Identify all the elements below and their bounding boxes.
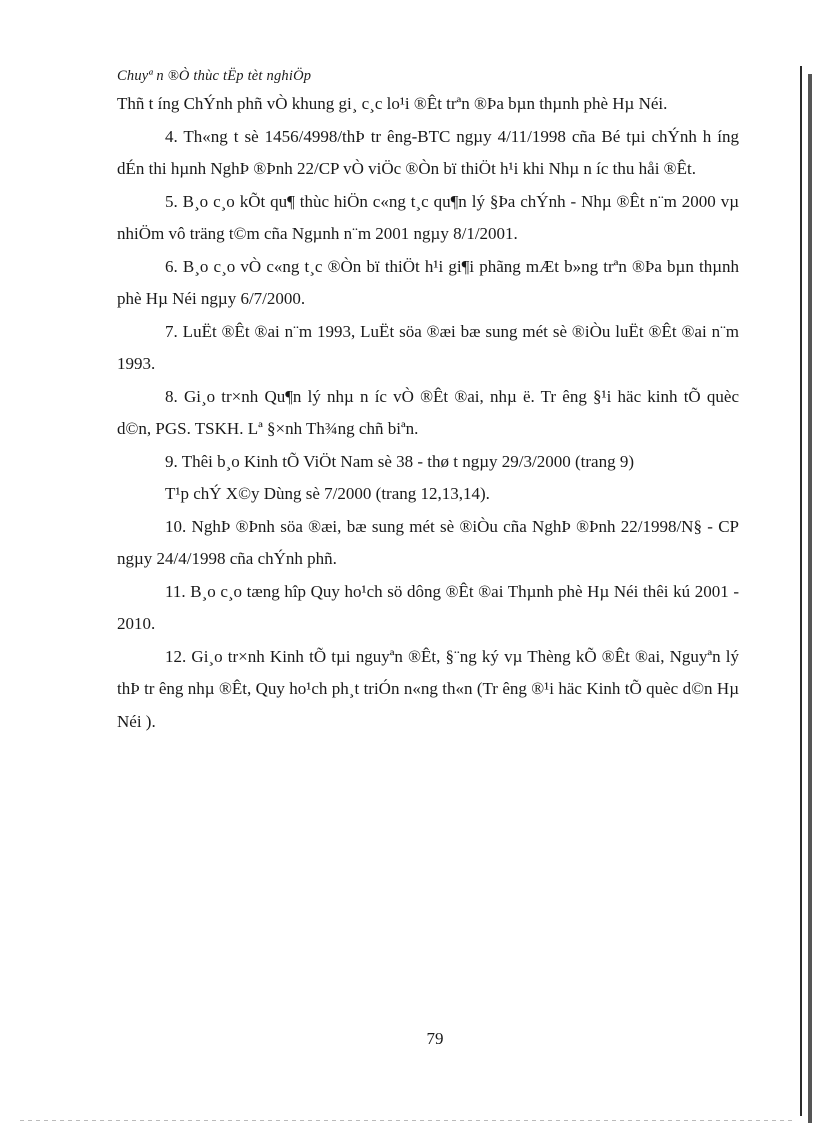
paragraph: 9. Thêi b¸o Kinh tÕ ViÖt Nam sè 38 - thø t ngµy 29/3/2000 (trang 9) [165, 451, 634, 471]
page-frame-right [800, 66, 802, 1116]
paragraph: 4. Th«ng t sè 1456/4998/thÞ tr êng-BTC ngµy 4/11/1998 cña Bé tµi chÝnh h íng dÉn thi hµnh NghÞ ®Þnh 22/CP vÒ viÖc ®Òn bï thiÖt h¹i khi Nhµ n íc thu håi ®Êt. [117, 126, 739, 178]
paragraph: 10. NghÞ ®Þnh söa ®æi, bæ sung mét sè ®iÒu cña NghÞ ®Þnh 22/1998/N§ - CP ngµy 24/4/1998 cña chÝnh phñ. [117, 516, 739, 568]
paragraph: 6. B¸o c¸o vÒ c«ng t¸c ®Òn bï thiÖt h¹i gi¶i phãng mÆt b»ng trªn ®Þa bµn thµnh phè Hµ Néi ngµy 6/7/2000. [117, 256, 739, 308]
page-number: 79 [426, 1029, 444, 1048]
paragraph: 5. B¸o c¸o kÕt qu¶ thùc hiÖn c«ng t¸c qu¶n lý §Þa chÝnh - Nhµ ®Êt n¨m 2000 vµ nhiÖm vô träng t©m cña Ngµnh n¨m 2001 ngµy 8/1/2001. [117, 191, 739, 243]
page-bottom-divider [20, 1120, 796, 1121]
paragraph: 7. LuËt ®Êt ®ai n¨m 1993, LuËt söa ®æi bæ sung mét sè ®iÒu luËt ®Êt ®ai n¨m 1993. [117, 321, 739, 373]
page-frame-shadow [808, 74, 812, 1123]
paragraph: 11. B¸o c¸o tæng hîp Quy ho¹ch sö dông ®Êt ®ai Thµnh phè Hµ Néi thêi kú 2001 - 2010. [117, 581, 739, 633]
paragraph: 8. Gi¸o tr×nh Qu¶n lý nhµ n íc vÒ ®Êt ®ai, nhµ ë. Tr êng §¹i häc kinh tÕ quèc d©n, PGS. TSKH. Lª §×nh Th¾ng chñ biªn. [117, 386, 739, 438]
paragraph: 12. Gi¸o tr×nh Kinh tÕ tµi nguyªn ®Êt, §¨ng ký vµ Thèng kÕ ®Êt ®ai, Nguyªn lý thÞ tr êng nhµ ®Êt, Quy ho¹ch ph¸t triÓn n«ng th«n (Tr êng ®¹i häc Kinh tÕ quèc d©n Hµ Néi ). [117, 646, 739, 731]
paragraph: Thñ t íng ChÝnh phñ vÒ khung gi¸ c¸c lo¹i ®Êt trªn ®Þa bµn thµnh phè Hµ Néi. [117, 94, 668, 113]
document-body [117, 88, 739, 738]
paragraph: T¹p chÝ X©y Dùng sè 7/2000 (trang 12,13,14). [165, 484, 490, 503]
page-header: Chuyª n ®Ò thùc tËp tèt nghiÖp [117, 68, 312, 84]
